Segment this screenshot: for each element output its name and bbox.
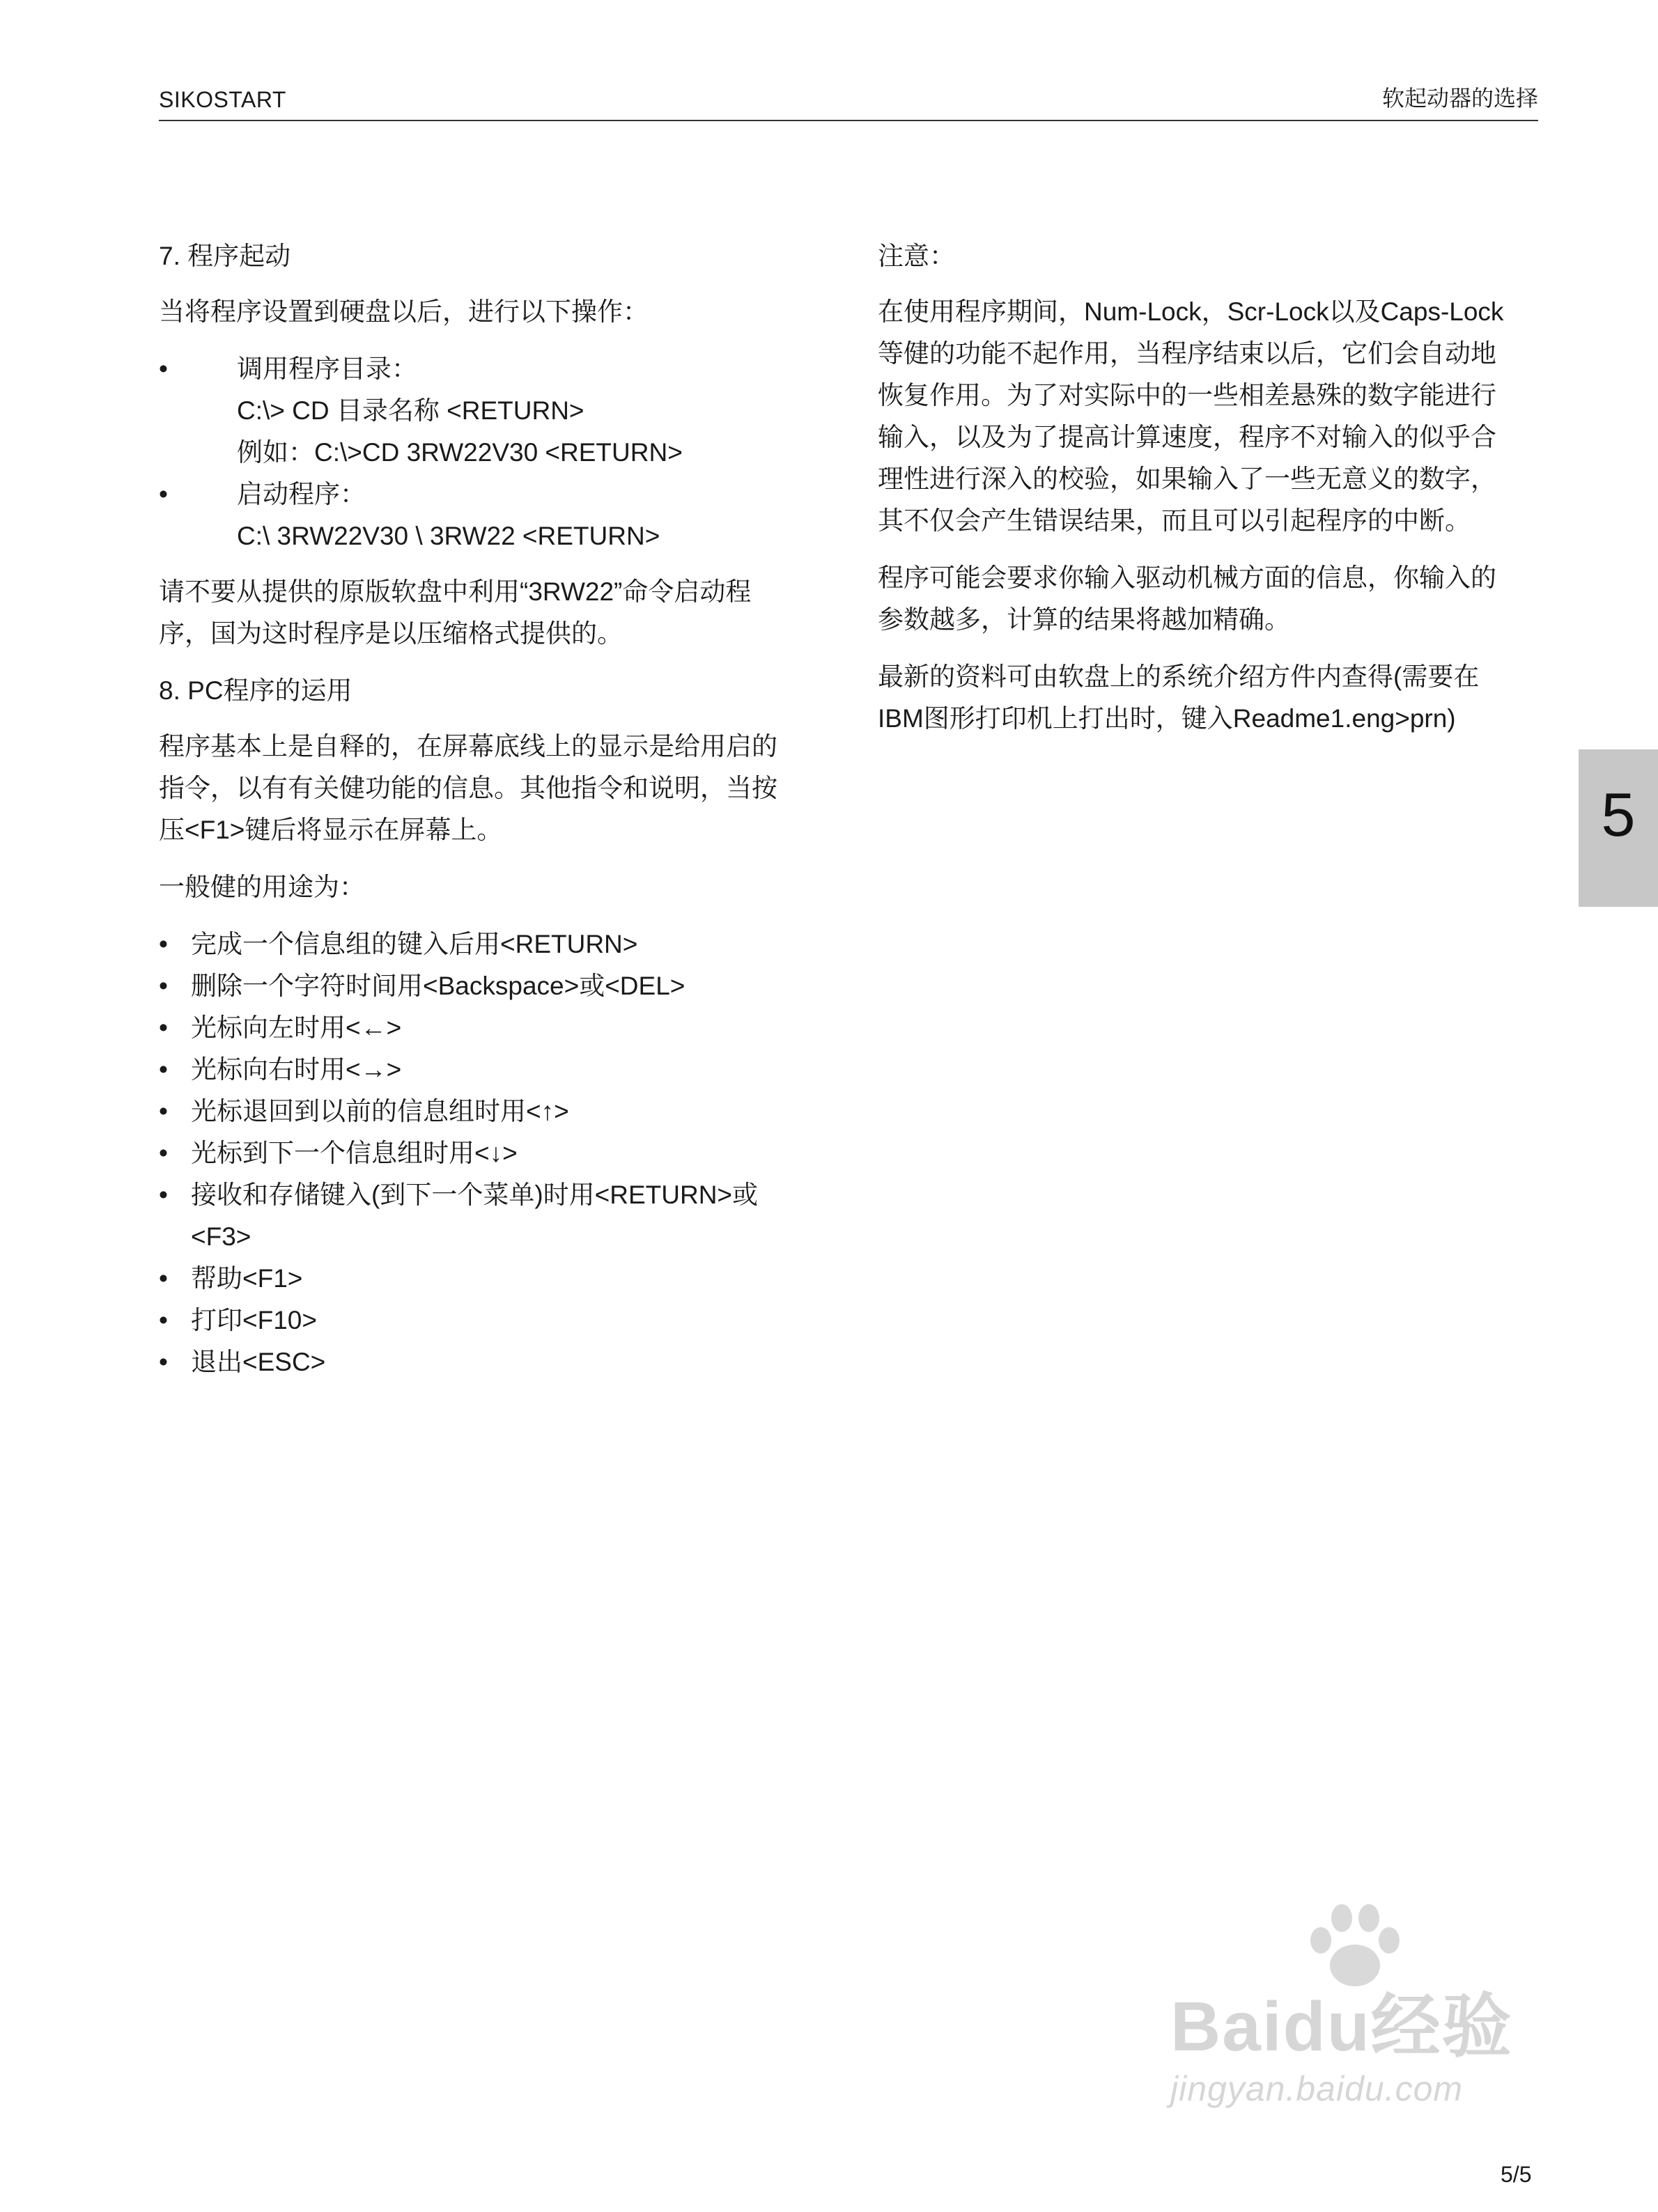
text-line: 等健的功能不起作用，当程序结束以后，它们会自动地 bbox=[878, 339, 1496, 368]
list-item bbox=[159, 1258, 828, 1300]
list-item bbox=[159, 1341, 828, 1383]
note-title: 注意： bbox=[878, 242, 955, 270]
list-item bbox=[159, 1049, 828, 1091]
text-line: 程序可能会要求你输入驱动机械方面的信息，你输入的 bbox=[878, 563, 1496, 592]
left-column bbox=[159, 235, 828, 1383]
watermark bbox=[1170, 1901, 1560, 2110]
text-line: 输入，以及为了提高计算速度，程序不对输入的似乎合 bbox=[878, 423, 1496, 451]
bullet: • bbox=[159, 1139, 168, 1167]
warning-paragraph bbox=[159, 571, 828, 655]
text-line: 恢复作用。为了对实际中的一些相差悬殊的数字能进行 bbox=[878, 381, 1496, 410]
page-header bbox=[159, 82, 1538, 121]
bullet: • bbox=[159, 1055, 168, 1084]
list-item-text: 光标向右时用<→> bbox=[191, 1055, 402, 1084]
startup-steps bbox=[159, 348, 828, 557]
list-item bbox=[159, 1300, 828, 1341]
header-product-name: SIKOSTART bbox=[159, 87, 286, 112]
list-item bbox=[159, 924, 828, 965]
step-label: 调用程序目录： bbox=[237, 355, 417, 383]
step-example: 例如：C:\>CD 3RW22V30 <RETURN> bbox=[237, 438, 683, 467]
note-paragraph-3 bbox=[878, 656, 1540, 740]
bullet: • bbox=[159, 1264, 168, 1293]
key-usage-list bbox=[159, 924, 828, 1383]
text-line: 在使用程序期间，Num-Lock，Scr-Lock以及Caps-Lock bbox=[878, 297, 1504, 326]
text-line: 最新的资料可由软盘上的系统介绍方件内查得(需要在 bbox=[878, 662, 1480, 691]
bullet: • bbox=[159, 1013, 168, 1042]
bullet: • bbox=[159, 1097, 168, 1126]
page-number: 5/5 bbox=[1501, 2162, 1532, 2187]
text-line: 压<F1>键后将显示在屏幕上。 bbox=[159, 816, 503, 844]
list-item bbox=[159, 1132, 828, 1174]
text-line: 参数越多，计算的结果将越加精确。 bbox=[878, 605, 1290, 634]
list-item bbox=[159, 965, 828, 1007]
list-item-text: 光标向左时用<←> bbox=[191, 1013, 402, 1042]
note-paragraph-1 bbox=[878, 291, 1540, 542]
list-item-text: 接收和存储键入(到下一个菜单)时用<RETURN>或 bbox=[191, 1181, 759, 1209]
text-line: 程序基本上是自释的，在屏幕底线上的显示是给用启的 bbox=[159, 732, 777, 761]
chapter-tab-number: 5 bbox=[1601, 780, 1636, 849]
list-item-text: 帮助<F1> bbox=[191, 1264, 303, 1293]
bullet: • bbox=[159, 355, 168, 383]
chapter-tab bbox=[1579, 749, 1658, 907]
list-item-text: 打印<F10> bbox=[191, 1306, 317, 1334]
bullet: • bbox=[159, 1181, 168, 1209]
bullet: • bbox=[159, 1306, 168, 1334]
right-column bbox=[878, 235, 1540, 755]
list-item bbox=[159, 1174, 828, 1258]
header-chapter-title: 软起动器的选择 bbox=[1381, 86, 1538, 111]
step-list-item bbox=[159, 348, 828, 474]
section-7-title: 7. 程序起动 bbox=[159, 242, 291, 270]
list-item-text: 退出<ESC> bbox=[191, 1348, 326, 1376]
bullet: • bbox=[159, 480, 168, 508]
watermark-brand: Baidu经验 bbox=[1170, 1988, 1513, 2066]
step-list-item bbox=[159, 474, 828, 557]
paw-icon bbox=[1303, 1901, 1407, 1992]
step-command: C:\> CD 目录名称 <RETURN> bbox=[237, 396, 584, 425]
bullet: • bbox=[159, 930, 168, 958]
text-line: 理性进行深入的校验，如果输入了一些无意义的数字， bbox=[878, 465, 1496, 493]
text-line: 其不仅会产生错误结果，而且可以引起程序的中断。 bbox=[878, 506, 1471, 535]
section-8-paragraph bbox=[159, 726, 828, 851]
text-line: 指令，以有有关健功能的信息。其他指令和说明，当按 bbox=[159, 774, 777, 802]
section-8-title: 8. PC程序的运用 bbox=[159, 676, 352, 705]
text-line: 序，国为这时程序是以压缩格式提供的。 bbox=[159, 619, 623, 648]
text-line: IBM图形打印机上打出时，键入Readme1.eng>prn) bbox=[878, 704, 1456, 733]
step-label: 启动程序： bbox=[237, 480, 366, 508]
list-item-text: 完成一个信息组的键入后用<RETURN> bbox=[191, 930, 638, 958]
note-paragraph-2 bbox=[878, 557, 1540, 641]
keys-intro: 一般健的用途为： bbox=[159, 873, 365, 901]
list-item-text: 光标到下一个信息组时用<↓> bbox=[191, 1139, 518, 1167]
list-item bbox=[159, 1091, 828, 1132]
bullet: • bbox=[159, 1348, 168, 1376]
step-command: C:\ 3RW22V30 \ 3RW22 <RETURN> bbox=[237, 522, 660, 550]
list-item bbox=[159, 1007, 828, 1049]
watermark-url: jingyan.baidu.com bbox=[1170, 2069, 1464, 2108]
bullet: • bbox=[159, 972, 168, 1000]
section-7-intro: 当将程序设置到硬盘以后，进行以下操作： bbox=[159, 297, 649, 326]
text-line: 请不要从提供的原版软盘中利用“3RW22”命令启动程 bbox=[159, 577, 752, 606]
list-item-text: <F3> bbox=[191, 1222, 251, 1251]
list-item-text: 光标退回到以前的信息组时用<↑> bbox=[191, 1097, 569, 1126]
list-item-text: 删除一个字符时间用<Backspace>或<DEL> bbox=[191, 972, 685, 1000]
